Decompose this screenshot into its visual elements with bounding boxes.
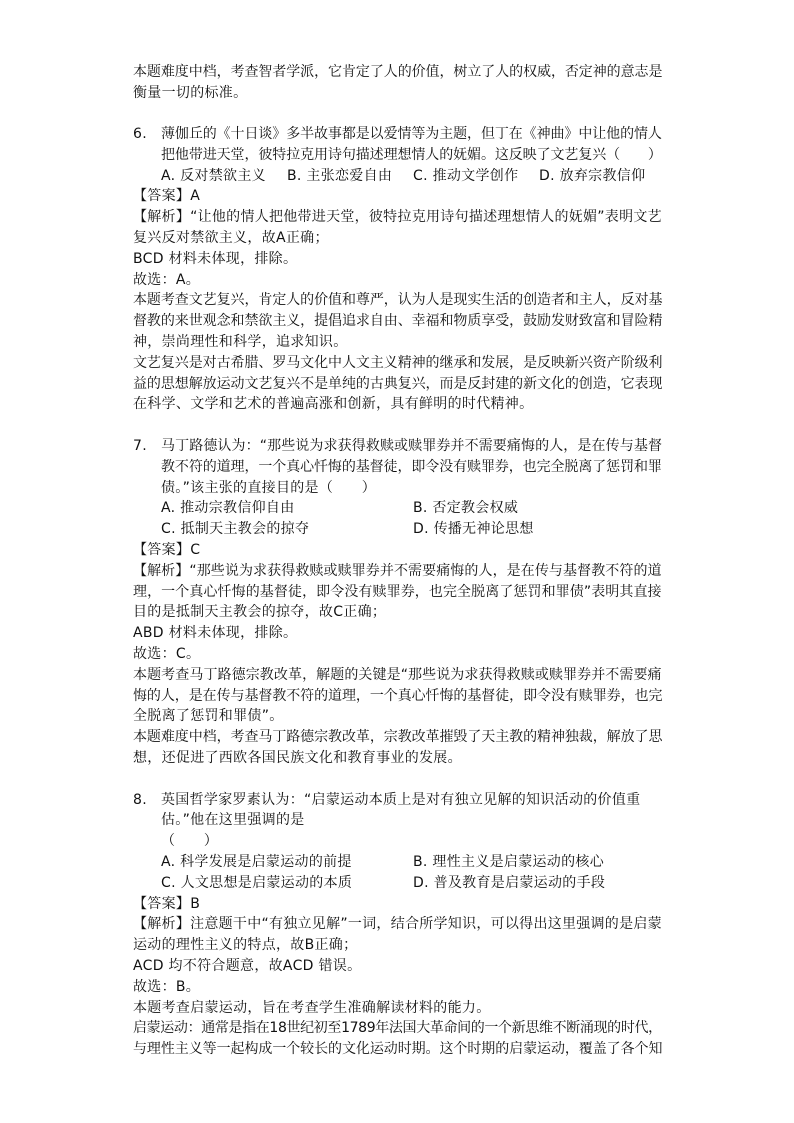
explanation-line: 启蒙运动：通常是指在18世纪初至1789年法国大革命间的一个新思维不断涌现的时代， xyxy=(133,1020,662,1036)
option-b: B. 理性主义是启蒙运动的核心 xyxy=(413,854,605,870)
question-stem: 估。”他在这里强调的是 xyxy=(161,812,305,828)
analysis-line: 运动的理性主义的特点，故B正确； xyxy=(133,937,358,953)
question-number: 7. xyxy=(133,438,147,454)
answer-line: 【答案】A xyxy=(133,188,201,204)
analysis-line: 目的是抵制天主教会的掠夺，故C正确； xyxy=(133,604,387,620)
question-stem: 教不符的道理，一个真心忏悔的基督徒，即令没有赎罪券，也完全脱离了惩罚和罪 xyxy=(161,459,662,475)
option-a: A. 反对禁欲主义 xyxy=(161,168,266,184)
option-b: B. 主张恋爱自由 xyxy=(287,168,393,184)
option-a: A. 推动宗教信仰自由 xyxy=(161,500,295,516)
analysis-line: ABD 材料未体现，排除。 xyxy=(133,625,298,641)
explanation-line: 想，还促进了西欧各国民族文化和教育事业的发展。 xyxy=(133,750,462,766)
explanation-line: 文艺复兴是对古希腊、罗马文化中人文主义精神的继承和发展，是反映新兴资产阶级利 xyxy=(133,355,663,371)
analysis-line: 复兴反对禁欲主义，故A正确； xyxy=(133,230,329,246)
choice-line: 故选：B。 xyxy=(133,979,201,995)
choice-line: 故选：A。 xyxy=(133,272,201,288)
option-c: C. 抵制天主教会的掠夺 xyxy=(161,521,310,537)
explanation-line: 悔的人，是在传与基督教不符的道理，一个真心忏悔的基督徒，即令没有赎罪券，也完 xyxy=(133,688,663,704)
option-d: D. 放弃宗教信仰 xyxy=(539,168,646,184)
explanation-line: 神，崇尚理性和科学，追求知识。 xyxy=(133,334,348,350)
option-c: C. 推动文学创作 xyxy=(413,168,519,184)
question-stem: 马丁路德认为：“那些说为求获得救赎或赎罪券并不需要痛悔的人，是在传与基督 xyxy=(161,438,663,454)
explanation-line: 益的思想解放运动文艺复兴不是单纯的古典复兴，而是反封建的新文化的创造，它表现 xyxy=(133,376,663,392)
question-number: 6. xyxy=(133,126,147,142)
option-a: A. 科学发展是启蒙运动的前提 xyxy=(161,854,352,870)
question-paren: （ ） xyxy=(161,833,219,849)
analysis-line: 【解析】“那些说为求获得救赎或赎罪券并不需要痛悔的人，是在传与基督教不符的道 xyxy=(133,563,662,579)
answer-line: 【答案】C xyxy=(133,542,201,558)
paragraph-line: 本题难度中档，考查智者学派，它肯定了人的价值，树立了人的权威，否定神的意志是 xyxy=(133,64,663,80)
explanation-line: 与理性主义等一起构成一个较长的文化运动时期。这个时期的启蒙运动，覆盖了各个知 xyxy=(133,1041,663,1057)
explanation-line: 全脱离了惩罚和罪债”。 xyxy=(133,708,284,724)
analysis-line: ACD 均不符合题意，故ACD 错误。 xyxy=(133,958,362,974)
analysis-line: BCD 材料未体现，排除。 xyxy=(133,251,298,267)
question-stem: 债。”该主张的直接目的是（ ） xyxy=(161,480,377,496)
question-stem: 英国哲学家罗素认为：“启蒙运动本质上是对有独立见解的知识活动的价值重 xyxy=(161,792,641,808)
question-stem: 把他带进天堂，彼特拉克用诗句描述理想情人的妩媚。这反映了文艺复兴（ ） xyxy=(161,147,662,163)
question-stem: 薄伽丘的《十日谈》多半故事都是以爱情等为主题，但丁在《神曲》中让他的情人 xyxy=(161,126,662,142)
explanation-line: 在科学、文学和艺术的普遍高涨和创新，具有鲜明的时代精神。 xyxy=(133,396,534,412)
analysis-line: 【解析】“让他的情人把他带进天堂，彼特拉克用诗句描述理想情人的妩媚”表明文艺 xyxy=(133,209,662,225)
paragraph-line: 衡量一切的标准。 xyxy=(133,85,248,101)
choice-line: 故选：C。 xyxy=(133,646,201,662)
question-number: 8. xyxy=(133,792,147,808)
analysis-line: 【解析】注意题干中“有独立见解”一词，结合所学知识，可以得出这里强调的是启蒙 xyxy=(133,916,662,932)
option-d: D. 普及教育是启蒙运动的手段 xyxy=(413,875,606,891)
option-d: D. 传播无神论思想 xyxy=(413,521,534,537)
answer-line: 【答案】B xyxy=(133,896,201,912)
option-b: B. 否定教会权威 xyxy=(413,500,519,516)
explanation-line: 本题考查马丁路德宗教改革，解题的关键是“那些说为求获得救赎或赎罪券并不需要痛 xyxy=(133,667,662,683)
explanation-line: 本题考查文艺复兴，肯定人的价值和尊严，认为人是现实生活的创造者和主人，反对基 xyxy=(133,292,663,308)
explanation-line: 本题难度中档，考查马丁路德宗教改革，宗教改革摧毁了天主教的精神独裁，解放了思 xyxy=(133,729,663,745)
analysis-line: 理，一个真心忏悔的基督徒，即令没有赎罪券，也完全脱离了惩罚和罪债”表明其直接 xyxy=(133,584,662,600)
explanation-line: 本题考查启蒙运动，旨在考查学生准确解读材料的能力。 xyxy=(133,1000,491,1016)
option-c: C. 人文思想是启蒙运动的本质 xyxy=(161,875,353,891)
explanation-line: 督教的来世观念和禁欲主义，提倡追求自由、幸福和物质享受，鼓励发财致富和冒险精 xyxy=(133,313,663,329)
